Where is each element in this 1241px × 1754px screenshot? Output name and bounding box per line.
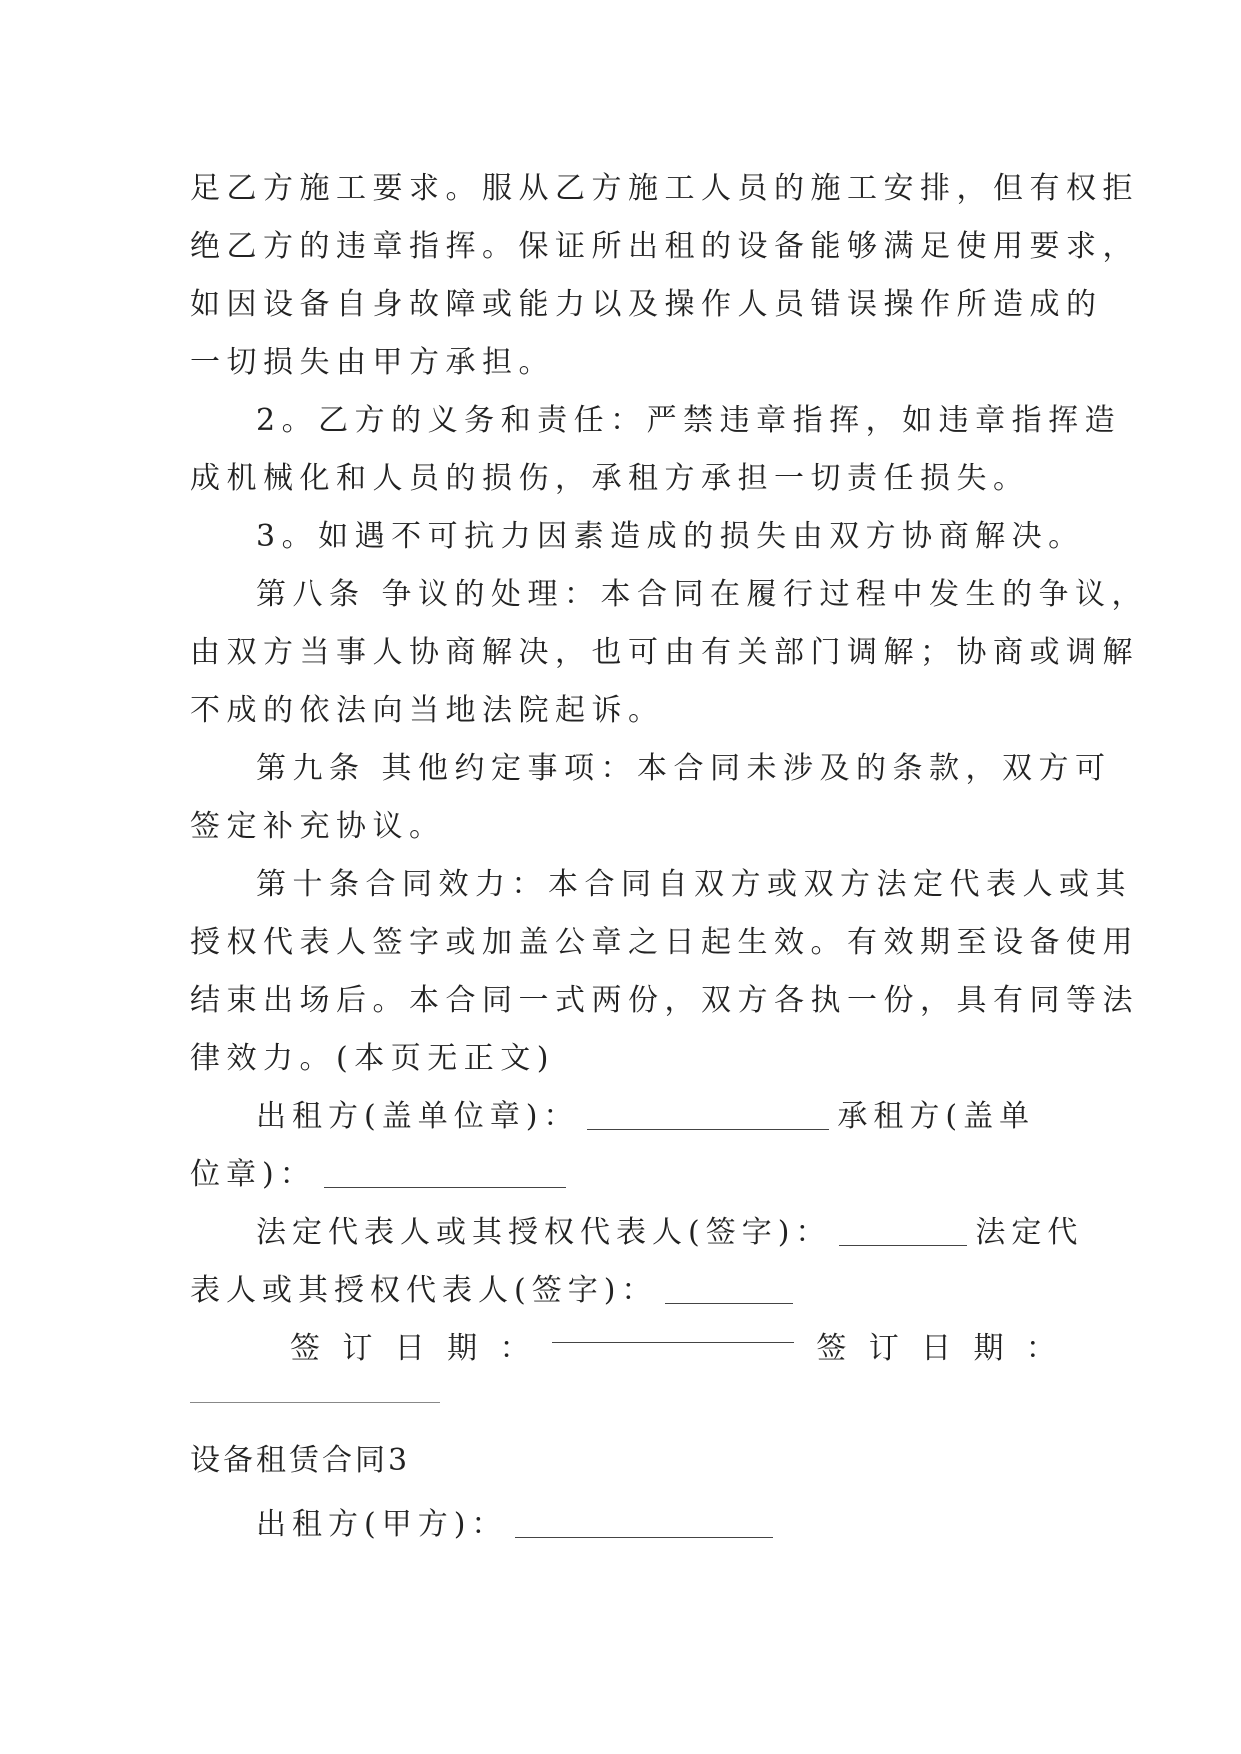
rep-blank: [839, 1223, 967, 1246]
paragraph-line: 成机械化和人员的损伤，承租方承担一切责任损失。: [190, 461, 1030, 496]
section-title: 设备租赁合同3: [190, 1443, 411, 1478]
date-char: 日: [921, 1331, 952, 1366]
date-char: 日: [394, 1331, 425, 1366]
date-char: 期: [973, 1331, 1004, 1366]
representative-signature-line: [190, 1204, 1084, 1262]
document-body: [190, 160, 1149, 1554]
lessor-signature-line: [190, 1088, 1056, 1146]
date-char: ：: [1025, 1331, 1056, 1366]
paragraph-line: 不成的依法向当地法院起诉。: [190, 693, 665, 728]
date-char: ：: [499, 1331, 530, 1366]
representative-signature-line-2: [190, 1262, 1056, 1320]
lessor-blank: [587, 1107, 829, 1130]
paragraph-line: 一切损失由甲方承担。: [190, 345, 555, 380]
lessor-field-label: 出租方(甲方)：: [256, 1507, 508, 1542]
lessor-label: 出租方(盖单位章)：: [256, 1099, 580, 1134]
paragraph-line: 如因设备自身故障或能力以及操作人员错误操作所造成的: [190, 287, 1103, 322]
paragraph-line: 第十条合同效力：本合同自双方或双方法定代表人或其: [256, 867, 1132, 902]
lessee-label: 承租方(盖单: [837, 1099, 1036, 1134]
paragraph-line: 第八条 争议的处理：本合同在履行过程中发生的争议，: [256, 577, 1149, 612]
date-char: 签: [290, 1331, 320, 1366]
paragraph-line: 2。乙方的义务和责任：严禁违章指挥，如违章指挥造: [256, 403, 1122, 438]
date-char: 签: [816, 1331, 847, 1366]
paragraph-line: 第九条 其他约定事项：本合同未涉及的条款，双方可: [256, 751, 1112, 786]
rep-label-b: 法定代: [975, 1215, 1084, 1250]
date-char: 订: [868, 1331, 899, 1366]
paragraph-line: 由双方当事人协商解决，也可由有关部门调解；协商或调解: [190, 635, 1139, 670]
rep-label-c: 表人或其授权代表人(签字)：: [190, 1273, 658, 1308]
signing-date-line: [190, 1320, 1056, 1378]
paragraph-line: 授权代表人签字或加盖公章之日起生效。有效期至设备使用: [190, 925, 1139, 960]
rep-blank-2: [665, 1281, 793, 1304]
lessee-signature-line: [190, 1146, 1056, 1204]
lessee-label-cont: 位章)：: [190, 1157, 316, 1192]
lessor-field-blank: [515, 1515, 773, 1538]
paragraph-line: 3。如遇不可抗力因素造成的损失由双方协商解决。: [256, 519, 1085, 554]
paragraph-line: 律效力。(本页无正文): [190, 1041, 555, 1076]
rep-label: 法定代表人或其授权代表人(签字)：: [256, 1215, 832, 1250]
lessor-field-line: [190, 1496, 1056, 1554]
paragraph-line: 结束出场后。本合同一式两份，双方各执一份，具有同等法: [190, 983, 1139, 1018]
paragraph-line: 绝乙方的违章指挥。保证所出租的设备能够满足使用要求，: [190, 229, 1139, 264]
paragraph-line: 签定补充协议。: [190, 809, 446, 844]
lessee-blank: [324, 1165, 566, 1188]
date-char: 期: [447, 1331, 478, 1366]
paragraph-line: 足乙方施工要求。服从乙方施工人员的施工安排，但有权拒: [190, 171, 1139, 206]
date-blank-2: [190, 1392, 1056, 1422]
date-char: 订: [342, 1331, 373, 1366]
date-blank: [552, 1320, 794, 1343]
